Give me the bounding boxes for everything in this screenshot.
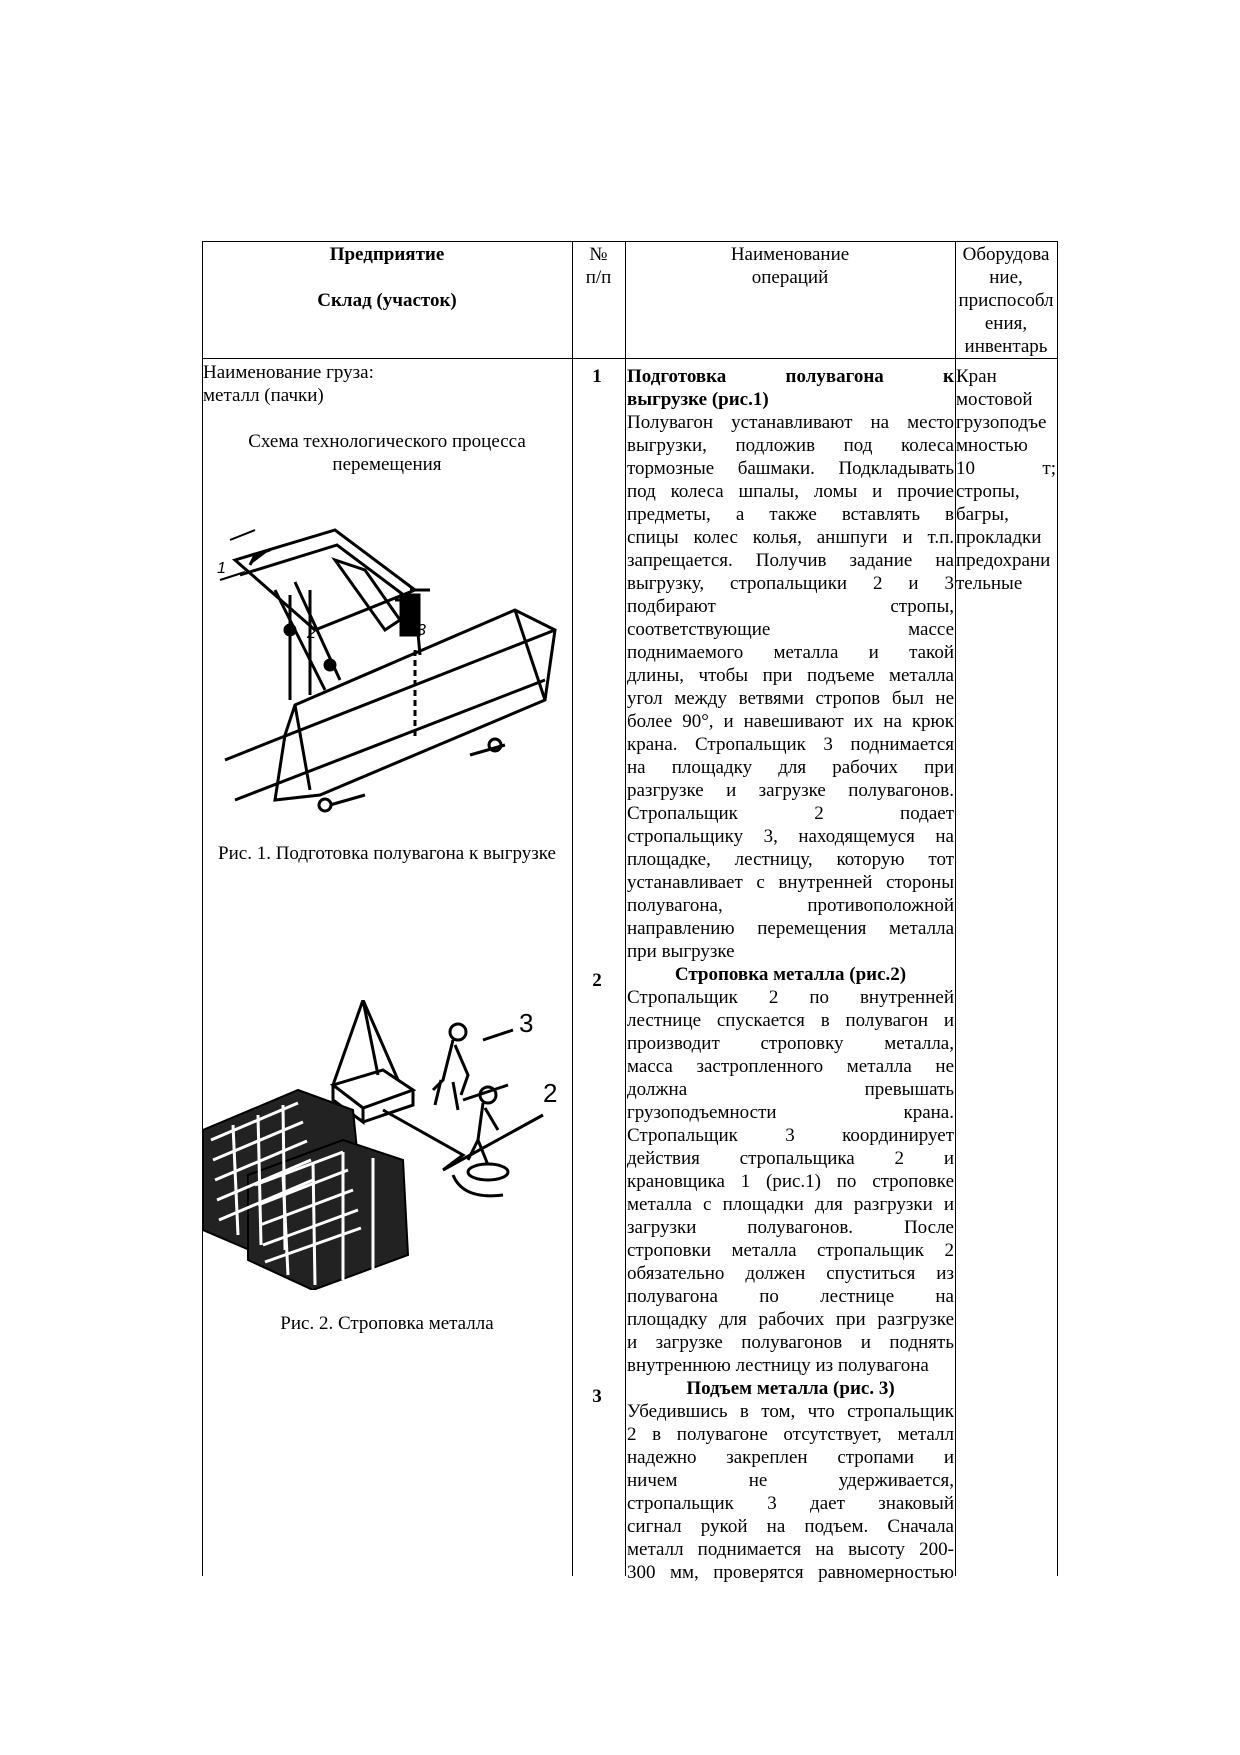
header-enterprise-cell	[202, 243, 572, 312]
number-header-line: №	[589, 244, 608, 265]
step-body-line: металл поднимается на высоту 200-	[627, 1539, 954, 1560]
scheme-title-line: Схема технологического процесса	[248, 431, 526, 452]
step-body-line: площадку для рабочих при разгрузке	[627, 1309, 954, 1330]
equipment-column	[956, 365, 1056, 595]
header-operations-cell	[625, 243, 955, 289]
operations-header-line: Наименование	[730, 244, 850, 265]
step-body-line: крановщика 1 (рис.1) по строповке	[627, 1171, 954, 1192]
column-divider-1	[572, 241, 573, 1576]
step-body-line: подбирают стропы,	[627, 596, 954, 617]
step-body-line: стропальщику 3, находящемуся на	[627, 826, 954, 847]
step-body-line: угол между ветвями стропов был не	[627, 688, 954, 709]
equipment-line: 10 т;	[956, 458, 1056, 479]
equipment-header-line: инвентарь	[964, 336, 1048, 357]
column-divider-2	[625, 241, 626, 1576]
equipment-header-line: приспособл	[958, 290, 1054, 311]
step-body-line: обязательно должен спуститься из	[627, 1263, 954, 1284]
step-body-line: направлению перемещения металла	[627, 918, 954, 939]
step-body-line: предметы, а также вставлять в	[627, 504, 954, 525]
step-body-line: строповки металла стропальщик 2	[627, 1240, 954, 1261]
step-number-3: 3	[592, 1386, 602, 1407]
step-body-line: ничем не удерживается,	[627, 1470, 954, 1491]
operations-text	[627, 365, 954, 1584]
equipment-header-line: Оборудова	[962, 244, 1050, 265]
scheme-title-line: перемещения	[332, 454, 442, 475]
step-body-line: Стропальщик 2 по внутренней	[627, 987, 954, 1008]
number-header-line: п/п	[585, 267, 612, 288]
step-body-line: грузоподъемности крана.	[627, 1102, 954, 1123]
step-body-line: внутреннюю лестницу из полувагона	[627, 1355, 929, 1376]
step-number-2: 2	[592, 970, 602, 991]
step-body-line: масса застропленного металла не	[627, 1056, 954, 1077]
step-body-line: полувагона, противоположной	[627, 895, 954, 916]
step-body-line: более 90°, и навешивают их на крюк	[627, 711, 954, 732]
step-body-line: выгрузки, подложив под колеса	[627, 435, 954, 456]
step-body-line: надежно закреплен стропами и	[627, 1447, 954, 1468]
header-equipment-cell	[955, 243, 1057, 358]
step-body-line: Стропальщик 2 подает	[627, 803, 954, 824]
step-body-line: при выгрузке	[627, 941, 735, 962]
step-body-line: стропальщик 3 дает знаковый	[627, 1493, 954, 1514]
step-number-1: 1	[592, 366, 602, 387]
step-body-line: поднимаемого металла и такой	[627, 642, 954, 663]
table-top-border	[202, 241, 1057, 242]
step-body-line: должна превышать	[627, 1079, 954, 1100]
step-body-line: металла с площадки для разгрузки и	[627, 1194, 954, 1215]
step-body-line: под колеса шпалы, ломы и прочие	[627, 481, 954, 502]
step-body-line: действия стропальщика 2 и	[627, 1148, 954, 1169]
figure-2-callout-2: 2	[543, 1078, 558, 1108]
step-body-line: тормозные башмаки. Подкладывать	[627, 458, 954, 479]
step-title-line: Строповка металла (рис.2)	[674, 964, 907, 985]
equipment-header-line: ние,	[989, 267, 1023, 288]
figure-2-callout-3: 3	[519, 1008, 534, 1038]
step-body-line: лестнице спускается в полувагон и	[627, 1010, 954, 1031]
figure-1-callout-1: 1	[217, 560, 226, 577]
cargo-value: металл (пачки)	[203, 385, 324, 406]
step-body-line: выгрузку, стропальщики 2 и 3	[627, 573, 954, 594]
step-body-line: запрещается. Получив задание на	[627, 550, 954, 571]
step-title-line: Подъем металла (рис. 3)	[686, 1378, 895, 1399]
equipment-line: грузоподъе	[956, 412, 1047, 433]
figure-1-caption: Рис. 1. Подготовка полувагона к выгрузке	[218, 843, 556, 864]
step-body-line: Полувагон устанавливают на место	[627, 412, 954, 433]
equipment-line: мностью	[956, 435, 1028, 456]
scheme-title	[202, 430, 572, 476]
table-right-border	[1057, 241, 1058, 1576]
equipment-line: мостовой	[956, 389, 1033, 410]
operations-column	[627, 365, 954, 1584]
equipment-line: Кран	[956, 366, 997, 387]
step-body-line: крана. Стропальщик 3 поднимается	[627, 734, 954, 755]
header-number-cell	[572, 243, 625, 289]
step-body-line: устанавливает с внутренней стороны	[627, 872, 954, 893]
step-body-line: разгрузке и загрузке полувагонов.	[627, 780, 954, 801]
cargo-name-block	[203, 361, 571, 407]
step-body-line: спицы колес колья, аншпуги и т.п.	[627, 527, 954, 548]
step-body-line: 300 мм, проверятся равномерностью	[627, 1562, 954, 1583]
equipment-line: багры,	[956, 504, 1009, 525]
step-title-line: Подготовка полувагона к	[627, 366, 954, 387]
step-body-line: сигнал рукой на подъем. Сначала	[627, 1516, 954, 1537]
warehouse-label: Склад (участок)	[317, 290, 457, 311]
equipment-line: прокладки	[956, 527, 1042, 548]
figure-1-illustration	[215, 500, 565, 820]
operations-header-line: операций	[751, 267, 829, 288]
step-body-line: Стропальщик 3 координирует	[627, 1125, 954, 1146]
step-body-line: площадке, лестницу, которую тот	[627, 849, 954, 870]
step-body-line: длины, чтобы при подъеме металла	[627, 665, 954, 686]
header-bottom-border	[202, 358, 1057, 359]
cargo-label: Наименование груза:	[203, 362, 374, 383]
step-body-line: полувагона по лестнице на	[627, 1286, 954, 1307]
equipment-text	[956, 365, 1056, 595]
equipment-line: предохрани	[956, 550, 1051, 571]
figure-1-callout-2: 2	[307, 625, 316, 642]
step-body-line: Убедившись в том, что стропальщик	[627, 1401, 954, 1422]
figure-2-caption: Рис. 2. Строповка металла	[280, 1313, 494, 1334]
step-body-line: 2 в полувагоне отсутствует, металл	[627, 1424, 954, 1445]
figure-1-callout-3: 3	[417, 622, 426, 639]
equipment-line: тельные	[956, 573, 1023, 594]
equipment-header-line: ения,	[984, 313, 1028, 334]
step-body-line: соответствующие массе	[627, 619, 954, 640]
equipment-line: стропы,	[956, 481, 1020, 502]
step-title-line: выгрузке (рис.1)	[627, 389, 769, 410]
enterprise-label: Предприятие	[329, 244, 445, 265]
step-body-line: на площадку для рабочих при	[627, 757, 954, 778]
step-body-line: загрузки полувагонов. После	[627, 1217, 954, 1238]
step-body-line: производит строповку металла,	[627, 1033, 954, 1054]
figure-2-illustration	[203, 1000, 573, 1290]
step-body-line: и загрузке полувагонов и поднять	[627, 1332, 954, 1353]
